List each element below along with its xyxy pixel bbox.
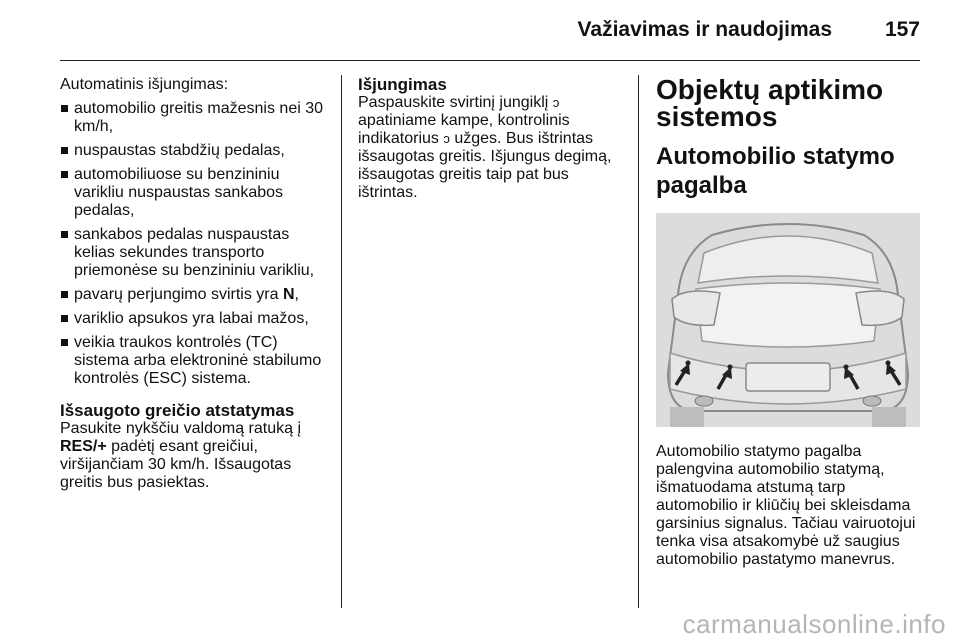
deactivation-text-2: apatiniame kampe, kontrolinis indikatorius: [358, 112, 570, 147]
gear-neutral-label: N: [282, 286, 295, 303]
column-middle: [358, 76, 630, 202]
deactivation-text: [358, 94, 630, 202]
watermark: carmanualsonline.info: [682, 609, 946, 639]
column-divider-2: [638, 75, 639, 608]
page-number: 157: [884, 18, 920, 41]
list-item: [60, 286, 332, 304]
res-plus-label: RES/+: [60, 438, 107, 455]
auto-off-intro: Automatinis išjungimas:: [60, 76, 229, 93]
column-right-body: [656, 443, 928, 569]
list-item: nuspaustas stabdžių pedalas,: [60, 142, 332, 160]
cruise-control-icon: ↄ: [443, 131, 450, 146]
list-item-text-end: ,: [294, 286, 299, 303]
parking-sensors-figure: [656, 213, 920, 427]
deactivation-text-1: Paspauskite svirtinį jungiklį: [358, 94, 553, 111]
column-right: [656, 76, 926, 200]
section-title: Objektų aptikimo sistemos: [656, 74, 884, 132]
auto-off-list: [60, 100, 332, 388]
list-item: automobiliuose su benzininiu varikliu nuspaustas sankabos pedalas,: [60, 166, 332, 220]
list-item: sankabos pedalas nuspaustas kelias sekundes transporto priemonėse su benzininiu varikliu,: [60, 226, 332, 280]
parking-assist-text: Automobilio statymo pagalba palengvina automobilio statymą, išmatuodama atstumą tarp automobilio ir kliūčių bei skleisdama garsinius signalus. Tačiau vairuotojui tenka visa atsakomybė už saugius automobilio pastatymo manevrus.: [656, 443, 916, 568]
resume-speed-text: [60, 420, 332, 492]
list-item: variklio apsukos yra labai mažos,: [60, 310, 332, 328]
resume-speed-heading: Išsaugoto greičio atstatymas: [60, 401, 295, 420]
running-header-title: Važiavimas ir naudojimas: [577, 18, 832, 41]
column-left: [60, 76, 332, 492]
header-rule: [60, 60, 920, 61]
list-item: veikia traukos kontrolės (TC) sistema arba elektroninė stabilumo kontrolės (ESC) sistema.: [60, 334, 332, 388]
column-divider-1: [341, 75, 342, 608]
list-item: automobilio greitis mažesnis nei 30 km/h,: [60, 100, 332, 136]
cruise-control-icon: ↄ: [552, 95, 560, 110]
parking-sensors-car-rear-icon: [656, 213, 920, 427]
list-item-text: pavarų perjungimo svirtis yra: [74, 286, 283, 303]
deactivation-text-3: užges. Bus ištrintas išsaugotas greitis. Išjungus degimą, išsaugotas greitis taip pat bus ištrintas.: [358, 130, 612, 201]
resume-speed-text-1: Pasukite nykščiu valdomą ratuką į: [60, 420, 301, 437]
deactivation-heading: Išjungimas: [358, 75, 447, 94]
resume-speed-text-2: padėtį esant greičiui, viršijančiam 30 km/h. Išsaugotas greitis bus pasiektas.: [60, 438, 292, 491]
section-subtitle: Automobilio statymo pagalba: [656, 143, 895, 199]
